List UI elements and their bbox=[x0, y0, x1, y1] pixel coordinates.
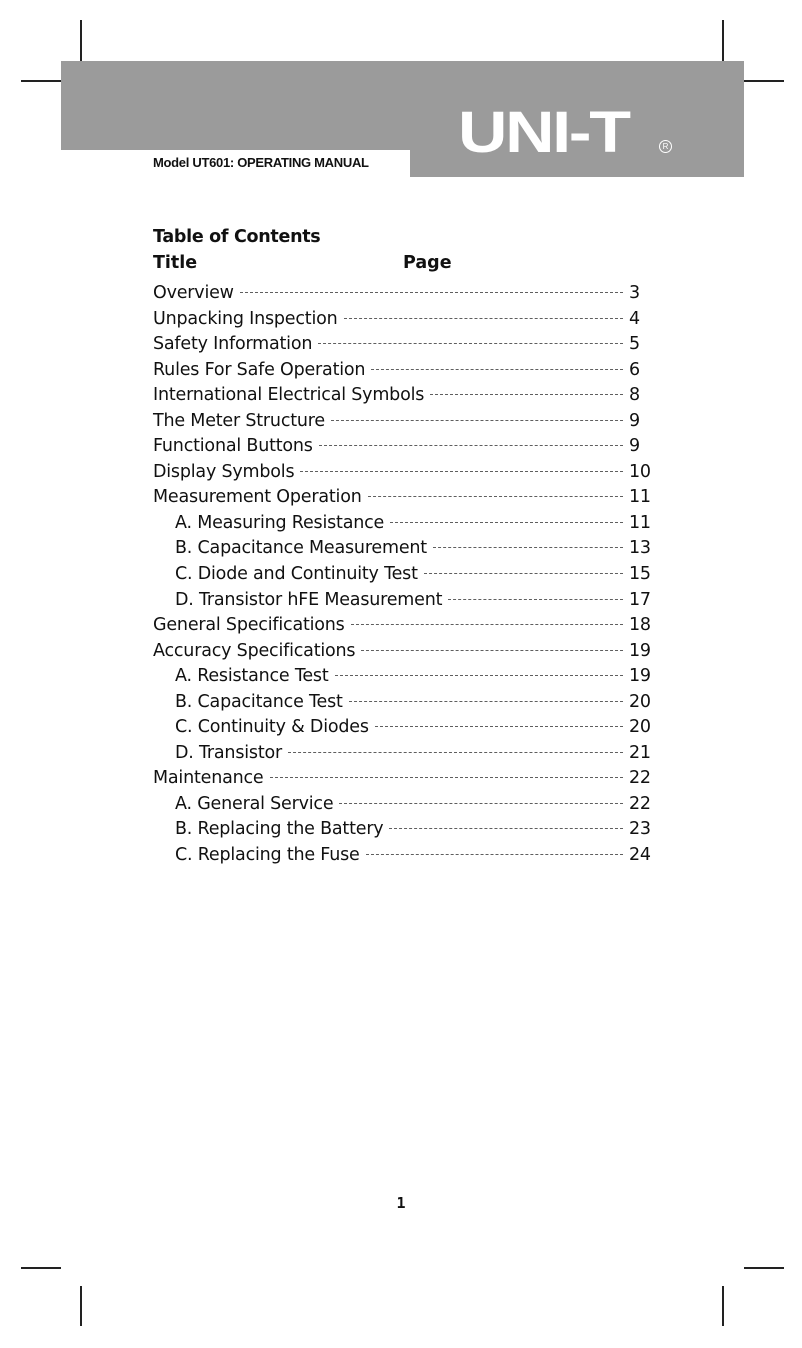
crop-mark-top-right-vertical bbox=[722, 20, 724, 61]
toc-entry-label: C. Replacing the Fuse bbox=[175, 845, 360, 866]
crop-mark-bottom-left-horizontal bbox=[21, 1267, 61, 1269]
toc-dash-leader bbox=[319, 445, 623, 446]
header-banner bbox=[61, 61, 744, 150]
toc-entry[interactable] bbox=[153, 462, 653, 488]
toc-list bbox=[153, 283, 653, 871]
toc-entry[interactable] bbox=[153, 309, 653, 335]
toc-dash-leader bbox=[339, 803, 623, 804]
toc-dash-leader bbox=[349, 701, 623, 702]
toc-entry-label: International Electrical Symbols bbox=[153, 385, 425, 406]
toc-entry-label: Safety Information bbox=[153, 334, 313, 355]
toc-entry-label: Functional Buttons bbox=[153, 436, 313, 457]
toc-entry-label: Rules For Safe Operation bbox=[153, 359, 366, 380]
crop-mark-bottom-right-vertical bbox=[722, 1286, 724, 1326]
toc-entry-label: B. Capacitance Measurement bbox=[175, 538, 427, 559]
toc-entry-page: 4 bbox=[629, 308, 640, 329]
toc-entry-page: 5 bbox=[629, 334, 640, 355]
toc-entry[interactable] bbox=[153, 743, 653, 769]
toc-dash-leader bbox=[288, 752, 623, 753]
toc-entry-page: 19 bbox=[629, 640, 651, 661]
manual-title: Model UT601: OPERATING MANUAL bbox=[153, 155, 369, 170]
toc-entry[interactable] bbox=[153, 436, 653, 462]
toc-entry-page: 17 bbox=[629, 589, 651, 610]
toc-entry[interactable] bbox=[153, 768, 653, 794]
toc-entry-page: 22 bbox=[629, 768, 651, 789]
toc-entry-label: General Specifications bbox=[153, 615, 345, 636]
toc-dash-leader bbox=[240, 292, 623, 293]
toc-dash-leader bbox=[371, 369, 623, 370]
toc-entry-page: 10 bbox=[629, 461, 651, 482]
toc-entry-page: 22 bbox=[629, 793, 651, 814]
toc-dash-leader bbox=[390, 522, 623, 523]
toc-entry[interactable] bbox=[153, 819, 653, 845]
toc-entry-label: D. Transistor hFE Measurement bbox=[175, 589, 443, 610]
toc-entry-page: 23 bbox=[629, 819, 651, 840]
toc-dash-leader bbox=[389, 828, 623, 829]
toc-entry[interactable] bbox=[153, 641, 653, 667]
toc-dash-leader bbox=[344, 318, 623, 319]
crop-mark-top-right-horizontal bbox=[744, 80, 784, 82]
toc-column-title: Title bbox=[153, 253, 198, 273]
toc-entry-page: 18 bbox=[629, 615, 651, 636]
crop-mark-top-left-vertical bbox=[80, 20, 82, 61]
toc-entry-label: B. Replacing the Battery bbox=[175, 819, 384, 840]
toc-entry-page: 21 bbox=[629, 742, 651, 763]
toc-entry-label: C. Continuity & Diodes bbox=[175, 717, 369, 738]
toc-entry-label: Measurement Operation bbox=[153, 487, 362, 508]
toc-entry[interactable] bbox=[153, 845, 653, 871]
toc-entry[interactable] bbox=[153, 487, 653, 513]
toc-entry-page: 9 bbox=[629, 436, 640, 457]
toc-entry[interactable] bbox=[153, 283, 653, 309]
toc-entry[interactable] bbox=[153, 334, 653, 360]
crop-mark-top-left-horizontal bbox=[21, 80, 61, 82]
toc-dash-leader bbox=[351, 624, 623, 625]
toc-entry[interactable] bbox=[153, 360, 653, 386]
toc-entry-label: D. Transistor bbox=[175, 742, 282, 763]
crop-mark-bottom-left-vertical bbox=[80, 1286, 82, 1326]
toc-dash-leader bbox=[361, 650, 623, 651]
toc-dash-leader bbox=[300, 471, 623, 472]
toc-entry-label: Accuracy Specifications bbox=[153, 640, 356, 661]
toc-entry[interactable] bbox=[153, 513, 653, 539]
toc-entry-page: 9 bbox=[629, 410, 640, 431]
toc-entry[interactable] bbox=[153, 385, 653, 411]
toc-dash-leader bbox=[424, 573, 623, 574]
toc-entry-label: B. Capacitance Test bbox=[175, 691, 343, 712]
toc-dash-leader bbox=[318, 343, 623, 344]
toc-dash-leader bbox=[366, 854, 623, 855]
toc-entry-page: 6 bbox=[629, 359, 640, 380]
toc-entry[interactable] bbox=[153, 590, 653, 616]
toc-heading: Table of Contents bbox=[153, 227, 321, 247]
crop-mark-bottom-right-horizontal bbox=[744, 1267, 784, 1269]
toc-entry-page: 11 bbox=[629, 512, 651, 533]
toc-entry[interactable] bbox=[153, 411, 653, 437]
toc-entry-page: 15 bbox=[629, 564, 651, 585]
toc-dash-leader bbox=[335, 675, 623, 676]
toc-entry-label: A. Measuring Resistance bbox=[175, 512, 385, 533]
toc-entry-label: Overview bbox=[153, 283, 234, 303]
toc-entry-label: Display Symbols bbox=[153, 461, 295, 482]
toc-entry-page: 24 bbox=[629, 845, 651, 866]
toc-entry[interactable] bbox=[153, 794, 653, 820]
toc-dash-leader bbox=[448, 599, 623, 600]
toc-entry-label: C. Diode and Continuity Test bbox=[175, 564, 418, 585]
toc-entry-label: Maintenance bbox=[153, 768, 264, 789]
toc-entry[interactable] bbox=[153, 615, 653, 641]
toc-entry[interactable] bbox=[153, 717, 653, 743]
registered-mark-icon: R bbox=[659, 140, 672, 153]
toc-dash-leader bbox=[430, 394, 623, 395]
toc-entry-page: 3 bbox=[629, 283, 640, 303]
toc-entry[interactable] bbox=[153, 666, 653, 692]
toc-entry[interactable] bbox=[153, 692, 653, 718]
toc-entry-label: A. General Service bbox=[175, 793, 334, 814]
toc-entry-label: A. Resistance Test bbox=[175, 666, 329, 687]
toc-entry-page: 11 bbox=[629, 487, 651, 508]
toc-dash-leader bbox=[270, 777, 624, 778]
toc-dash-leader bbox=[331, 420, 623, 421]
toc-entry-label: The Meter Structure bbox=[153, 410, 325, 431]
toc-dash-leader bbox=[368, 496, 623, 497]
toc-entry-page: 20 bbox=[629, 691, 651, 712]
toc-entry-page: 20 bbox=[629, 717, 651, 738]
brand-logo: UNI-T bbox=[458, 100, 629, 165]
toc-entry-page: 8 bbox=[629, 385, 640, 406]
toc-entry-page: 19 bbox=[629, 666, 651, 687]
page-number: 1 bbox=[396, 1194, 406, 1212]
toc-dash-leader bbox=[375, 726, 623, 727]
toc-entry-page: 13 bbox=[629, 538, 651, 559]
toc-entry[interactable] bbox=[153, 538, 653, 564]
toc-column-page: Page bbox=[403, 253, 452, 273]
toc-entry-label: Unpacking Inspection bbox=[153, 308, 338, 329]
toc-dash-leader bbox=[433, 547, 623, 548]
toc-entry[interactable] bbox=[153, 564, 653, 590]
